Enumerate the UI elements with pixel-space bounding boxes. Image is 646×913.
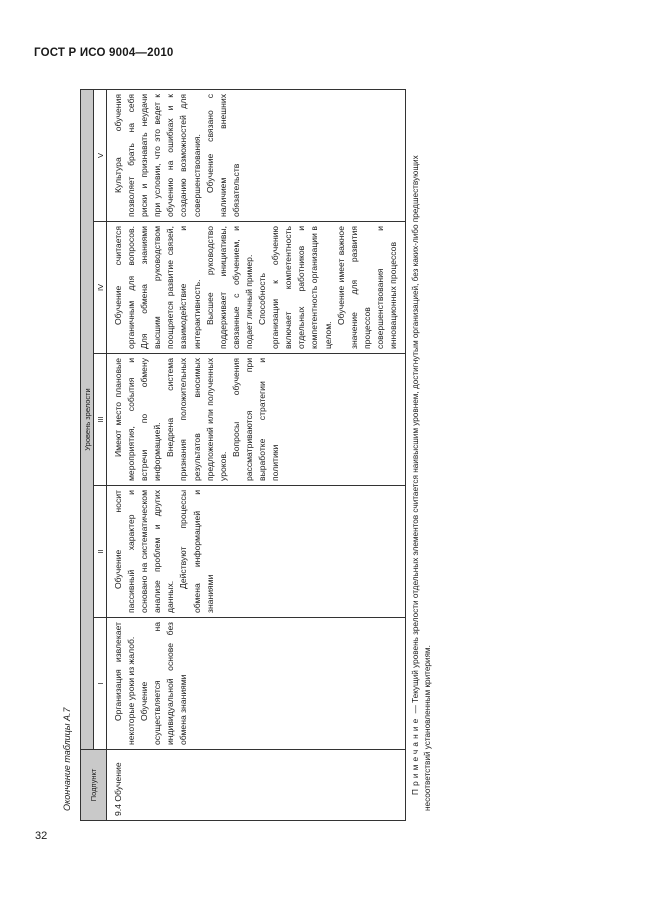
maturity-table (80, 89, 406, 821)
cell-paragraph: Внедрена система признания положительных результатов вносимых предложений или полученных уроков. (165, 358, 228, 481)
cell-paragraph: Обучение имеет важное значение для развития процессов совершенствования и инновационных процессов (335, 226, 398, 349)
header-level-4: IV (94, 222, 107, 354)
cell-paragraph: Обучение носит пассивный характер и основано на систематическом анализе проблем и других данных. (113, 490, 176, 613)
header-subclause: Подпункт (81, 750, 107, 821)
cell-paragraph: Способность организации к обучению включает компетентность отдельных работников и компетентность организации в целом. (257, 226, 333, 349)
table-note (410, 99, 434, 811)
header-level-3: III (94, 354, 107, 486)
table-row (107, 90, 406, 821)
cell-level-2 (107, 486, 406, 618)
table-caption: Окончание таблицы А.7 (62, 707, 72, 811)
cell-paragraph: Имеют место плановые мероприятия, события и встречи по обмену информацией. (113, 358, 163, 481)
cell-paragraph: Действуют процессы обмена информацией и знаниями (178, 490, 215, 613)
note-label: Примечание (411, 715, 420, 795)
rotated-table-region (60, 90, 600, 821)
cell-paragraph: Организация извлекает некоторые уроки из жалоб. (113, 622, 137, 745)
cell-level-3 (107, 354, 406, 486)
page-number: 32 (35, 830, 48, 842)
cell-subclause: 9.4 Обучение (107, 750, 406, 821)
cell-level-5 (107, 90, 406, 222)
cell-paragraph: Высшее руководство поддерживает инициативы, связанные с обучением, и подает личный пример. (204, 226, 254, 349)
cell-paragraph: Обучение считается органичным для вопросов. Для обмена знаниями высшим руководством поощряется развитие связей, взаимодействие и интерактивность. (113, 226, 202, 349)
cell-paragraph: Обучение осуществляется на индивидуальной основе без обмена знаниями (139, 622, 189, 745)
header-maturity-level: Уровень зрелости (81, 90, 94, 750)
cell-paragraph: Вопросы обучения рассматриваются при выработке стратегии и политики (230, 358, 281, 481)
header-level-1: I (94, 618, 107, 750)
table-level-header-row (94, 90, 107, 821)
header-level-2: II (94, 486, 107, 618)
document-header-title: ГОСТ Р ИСО 9004—2010 (34, 47, 174, 59)
cell-paragraph: Обучение связано с наличием внешних обязательств (204, 94, 241, 217)
cell-paragraph: Культура обучения позволяет брать на себя риски и признавать неудачи при условии, что это ведет к обучению на ошибках и к созданию возможностей для совершенствования. (113, 94, 202, 217)
cell-level-4 (107, 222, 406, 354)
cell-level-1 (107, 618, 406, 750)
header-level-5: V (94, 90, 107, 222)
table-header-row (81, 90, 94, 821)
note-text: — Текущий уровень зрелости отдельных элементов считается наивысшим уровнем, достигнутым организацией, без каких-либо предшествующих несоответствий установленным критериям. (411, 155, 432, 811)
